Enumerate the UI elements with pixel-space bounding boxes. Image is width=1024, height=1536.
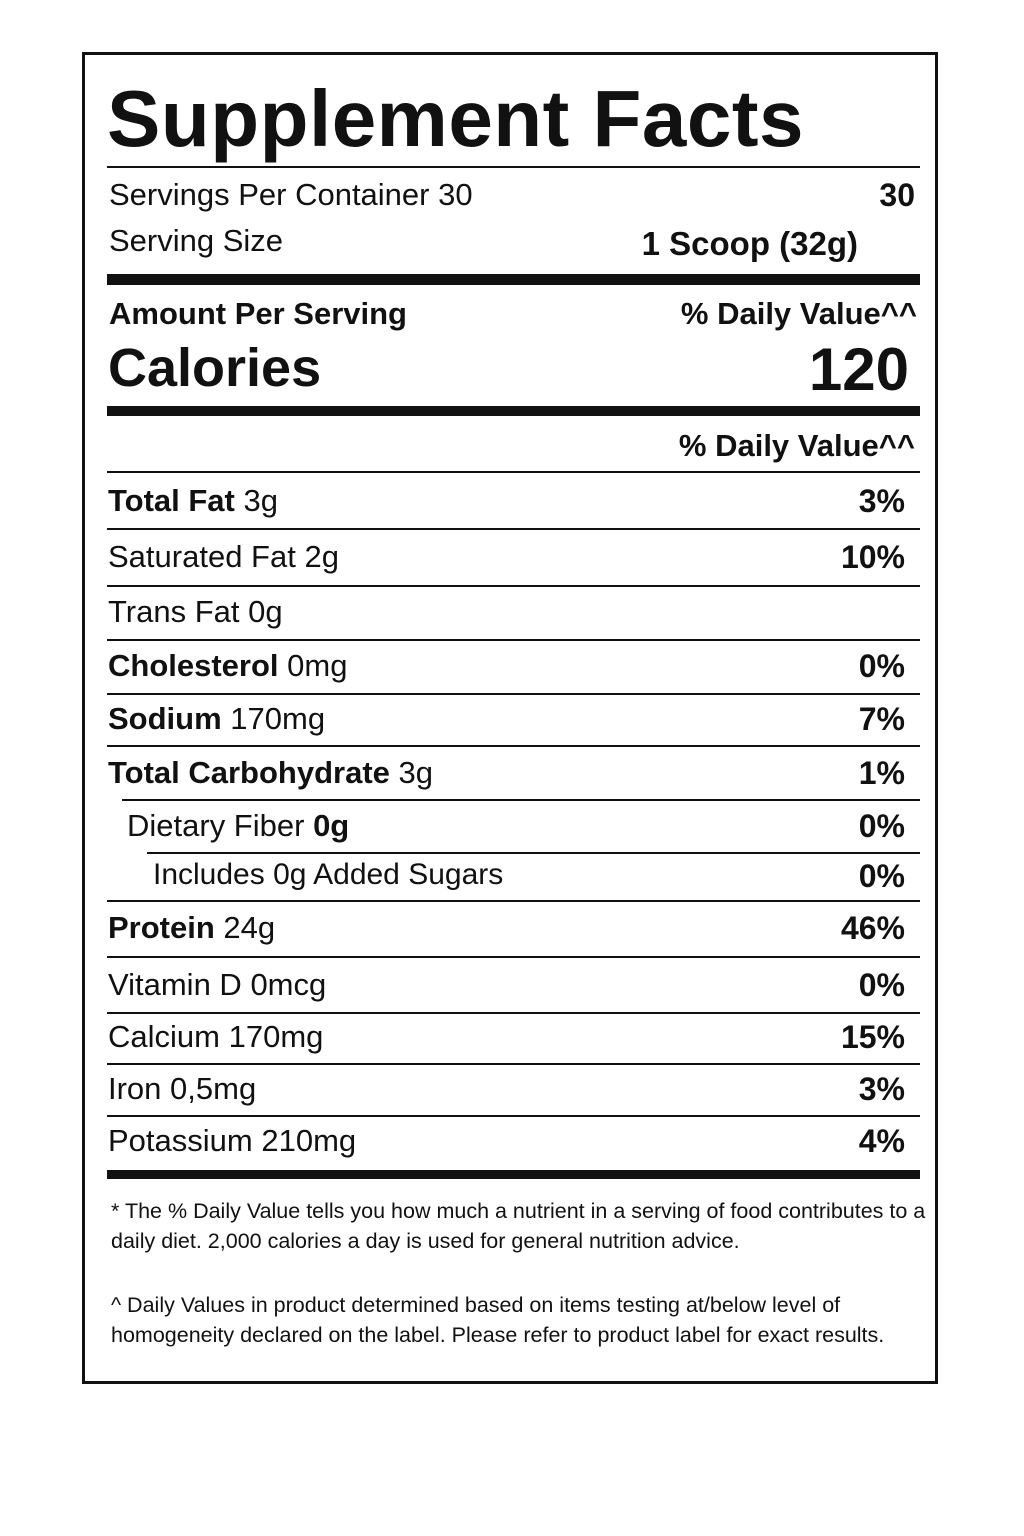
nutrient-row-added-sugars: Includes 0g Added Sugars	[153, 858, 504, 891]
nutrient-dv-saturated-fat: 10%	[840, 539, 905, 575]
divider-thin	[107, 639, 920, 641]
nutrient-dv-total-fat: 3%	[858, 483, 905, 519]
divider-thin	[107, 585, 920, 587]
divider-thick	[107, 406, 920, 416]
nutrient-row-sodium: Sodium 170mg	[108, 701, 326, 736]
servings-per-container-label: Servings Per Container 30	[109, 177, 473, 212]
nutrient-row-potassium: Potassium 210mg	[108, 1123, 357, 1158]
serving-size-value: 1 Scoop (32g)	[641, 225, 858, 262]
divider-thin-indented	[147, 852, 920, 854]
divider-thin	[107, 1063, 920, 1065]
nutrient-row-cholesterol: Cholesterol 0mg	[108, 648, 348, 683]
daily-value-header: % Daily Value^^	[680, 296, 917, 331]
divider-thin	[107, 1012, 920, 1014]
divider-thin	[107, 693, 920, 695]
nutrient-dv-added-sugars: 0%	[858, 858, 905, 894]
nutrient-row-dietary-fiber: Dietary Fiber 0g	[127, 808, 350, 843]
nutrient-row-calcium: Calcium 170mg	[108, 1019, 324, 1054]
divider-thin	[107, 528, 920, 530]
divider-thin-indented	[122, 799, 920, 801]
divider-thin	[107, 166, 920, 168]
divider-thin	[107, 1115, 920, 1117]
daily-value-header-2: % Daily Value^^	[678, 428, 915, 463]
nutrient-dv-potassium: 4%	[858, 1123, 905, 1159]
nutrient-dv-total-carbohydrate: 1%	[858, 755, 905, 791]
nutrient-row-saturated-fat: Saturated Fat 2g	[108, 539, 339, 574]
divider-thin	[107, 745, 920, 747]
divider-thin	[107, 956, 920, 958]
nutrient-row-total-carbohydrate: Total Carbohydrate 3g	[108, 755, 434, 790]
footnote-homogeneity: ^ Daily Values in product determined based on items testing at/below level of homogeneity declared on the label. Please refer to product label for exact results.	[111, 1293, 885, 1347]
nutrient-dv-calcium: 15%	[840, 1019, 905, 1055]
panel-title: Supplement Facts	[107, 74, 805, 163]
nutrient-dv-vitamin-d: 0%	[858, 967, 905, 1003]
divider-thick	[107, 274, 920, 285]
calories-label: Calories	[108, 338, 322, 398]
nutrient-row-iron: Iron 0,5mg	[108, 1071, 257, 1106]
divider-thick	[107, 1170, 920, 1179]
nutrient-dv-cholesterol: 0%	[858, 648, 905, 684]
divider-thin	[107, 900, 920, 902]
calories-value: 120	[808, 336, 909, 403]
serving-size-label: Serving Size	[109, 223, 284, 258]
nutrient-row-trans-fat: Trans Fat 0g	[108, 594, 283, 629]
servings-per-container-value: 30	[879, 177, 915, 213]
divider-thin	[107, 471, 920, 473]
supplement-facts-panel	[82, 52, 938, 1384]
amount-per-serving-label: Amount Per Serving	[109, 296, 407, 331]
nutrient-dv-sodium: 7%	[858, 701, 905, 737]
nutrient-dv-protein: 46%	[840, 910, 905, 946]
nutrient-row-vitamin-d: Vitamin D 0mcg	[108, 967, 327, 1002]
nutrient-dv-dietary-fiber: 0%	[858, 808, 905, 844]
nutrient-row-protein: Protein 24g	[108, 910, 276, 945]
nutrient-dv-iron: 3%	[858, 1071, 905, 1107]
nutrient-row-total-fat: Total Fat 3g	[108, 483, 278, 518]
footnote-daily-value: * The % Daily Value tells you how much a nutrient in a serving of food contributes to a daily diet. 2,000 calories a day is used for general nutrition advice.	[111, 1199, 926, 1253]
